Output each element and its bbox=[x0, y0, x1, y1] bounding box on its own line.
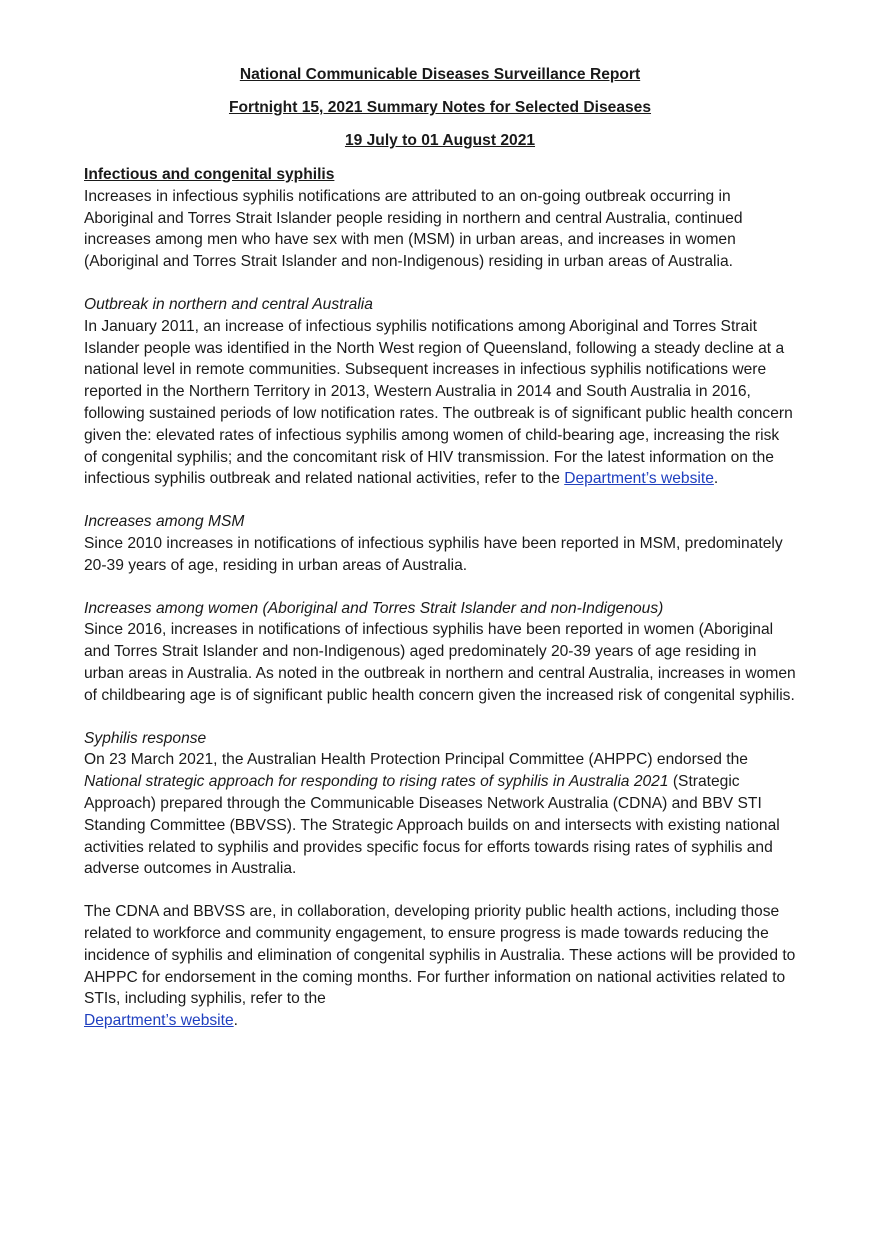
outbreak-end-punct: . bbox=[713, 470, 719, 488]
subheading-msm: Increases among MSM bbox=[84, 513, 245, 531]
strategic-approach-title: National strategic approach for responding to rising rates of syphilis in Australia 2021 bbox=[84, 773, 669, 791]
syphilis-intro-paragraph: Increases in infectious syphilis notifications are attributed to an on-going outbreak occurring in Aboriginal and Torres Strait Islander people residing in northern and central Australia, continued increases among men who have sex with men (MSM) in urban areas, and increases in women (Aboriginal and Torres Strait Islander and non-Indigenous) residing in urban areas of Australia. bbox=[84, 187, 743, 271]
outbreak-body-text: In January 2011, an increase of infectious syphilis notifications among Aboriginal and Torres Strait Islander people was identified in the North West region of Queensland, following a steady decline at a national level in remote communities. Subsequent increases in infectious syphilis notifications were reported in the Northern Territory in 2013, Western Australia in 2014 and South Australia in 2016, following sustained periods of low notification rates. The outbreak is of significant public health concern given the: elevated rates of infectious syphilis among women of child-bearing age, increasing the risk of congenital syphilis; and the concomitant risk of HIV transmission. For the latest information on the infectious syphilis outbreak and related national activities, refer to the bbox=[84, 317, 793, 488]
response-body-start: On 23 March 2021, the Australian Health Protection Principal Committee (AHPPC) endorsed the bbox=[84, 751, 748, 769]
response-end-punct: . bbox=[233, 1012, 238, 1030]
section-heading-syphilis: Infectious and congenital syphilis bbox=[84, 166, 335, 183]
report-date-range: 19 July to 01 August 2021 bbox=[344, 132, 536, 149]
subheading-outbreak: Outbreak in northern and central Australia bbox=[84, 295, 373, 313]
document-page bbox=[84, 64, 796, 1032]
response-paragraph bbox=[84, 749, 796, 880]
subheading-response: Syphilis response bbox=[84, 729, 207, 747]
report-title: National Communicable Diseases Surveillance Report bbox=[239, 66, 641, 83]
departments-website-link-2[interactable]: Department’s website bbox=[84, 1012, 234, 1030]
women-paragraph: Since 2016, increases in notifications of infectious syphilis have been reported in women (Aboriginal and Torres Strait Islander and non-Indigenous) aged predominately 20-39 years of age residing in urban areas in Australia. As noted in the outbreak in northern and central Australia, increases in women of childbearing age is of significant public health concern given the increased risk of congenital syphilis. bbox=[84, 621, 796, 704]
msm-paragraph: Since 2010 increases in notifications of infectious syphilis have been reported in MSM, predominately 20-39 years of age, residing in urban areas of Australia. bbox=[84, 534, 783, 574]
subheading-women: Increases among women (Aboriginal and Torres Strait Islander and non-Indigenous) bbox=[84, 599, 664, 617]
departments-website-link[interactable]: Department’s website bbox=[564, 470, 714, 488]
report-subtitle: Fortnight 15, 2021 Summary Notes for Selected Diseases bbox=[228, 99, 652, 116]
response-paragraph-2 bbox=[84, 901, 796, 1032]
response-body-end: (Strategic Approach) prepared through the Communicable Diseases Network Australia (CDNA) and BBV STI Standing Committee (BBVSS). The Strategic Approach builds on and intersects with existing national activities related to syphilis and provides specific focus for efforts towards rising rates of syphilis and adverse outcomes in Australia. bbox=[84, 773, 780, 878]
response-para2-text: The CDNA and BBVSS are, in collaboration, developing priority public health actions, including those related to workforce and community engagement, to ensure progress is made towards reducing the incidence of syphilis and elimination of congenital syphilis in Australia. These actions will be provided to AHPPC for endorsement in the coming months. For further information on national activities related to STIs, including syphilis, refer to the bbox=[84, 903, 796, 1008]
outbreak-paragraph bbox=[84, 316, 796, 490]
